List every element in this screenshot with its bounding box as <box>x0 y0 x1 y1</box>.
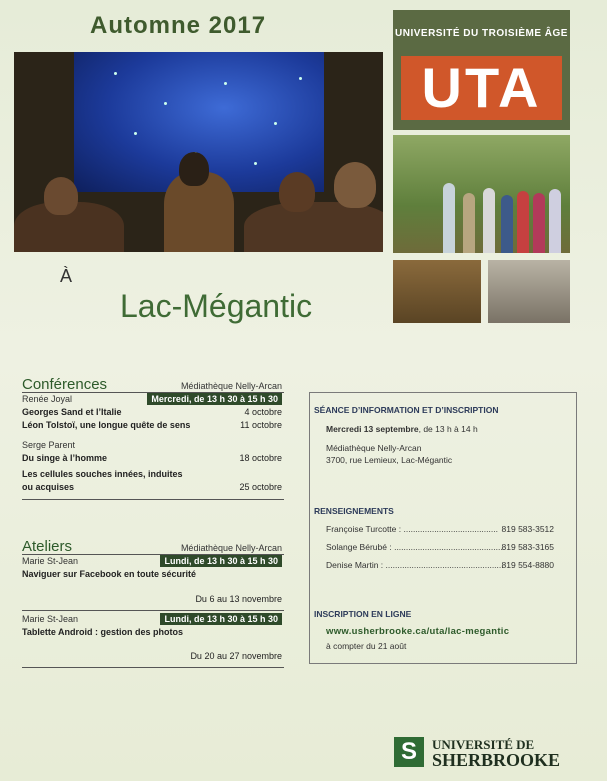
logo-line2: SHERBROOKE <box>432 750 561 770</box>
contact-row: Françoise Turcotte : ........................................ <box>326 524 498 534</box>
contact-phone: 819 554-8880 <box>501 560 554 570</box>
contact-phone: 819 583-3165 <box>501 542 554 552</box>
ateliers-title: Ateliers <box>22 538 73 555</box>
talk-date: 18 octobre <box>239 453 282 463</box>
talk-title: Du singe à l’homme <box>22 453 108 463</box>
talk-date: 4 octobre <box>244 407 282 417</box>
talk-title: Léon Tolstoï, une longue quête de sens <box>22 420 191 430</box>
logo-line1: UNIVERSITÉ DE <box>432 737 535 752</box>
season-title: Automne 2017 <box>90 12 267 39</box>
workshop-dates: Du 20 au 27 novembre <box>190 651 282 661</box>
talk-date: 25 octobre <box>239 482 282 492</box>
ateliers-section <box>22 538 284 668</box>
session-place: Médiathèque Nelly-Arcan <box>326 443 422 453</box>
talk-title-cont: ou acquises <box>22 482 75 492</box>
session-time: , de 13 h à 14 h <box>418 424 478 434</box>
registration-url: www.usherbrooke.ca/uta/lac-megantic <box>326 626 510 637</box>
classroom-photo <box>393 260 481 323</box>
uta-logo-block <box>393 10 570 130</box>
schedule-badge: Mercredi, de 13 h 30 à 15 h 30 <box>147 393 282 405</box>
talk-title: Georges Sand et l’Italie <box>22 407 122 417</box>
contact-row: Solange Bérubé : ............................................... <box>326 542 506 552</box>
renseignements-heading: RENSEIGNEMENTS <box>314 506 394 516</box>
session-datetime <box>326 424 478 434</box>
schedule-badge: Lundi, de 13 h 30 à 15 h 30 <box>160 613 282 625</box>
talk-title: Les cellules souches innées, induites <box>22 469 183 479</box>
speaker-name: Renée Joyal <box>22 394 73 404</box>
talk-date: 11 octobre <box>240 420 282 430</box>
location-prefix: À <box>60 266 73 286</box>
conferences-title: Conférences <box>22 376 108 393</box>
outdoor-group-photo <box>393 135 570 253</box>
workshop-photo <box>488 260 570 323</box>
registration-start: à compter du 21 août <box>326 641 407 651</box>
contact-row: Denise Martin : .................................................. <box>326 560 504 570</box>
workshop-title: Naviguer sur Facebook en toute sécurité <box>22 569 197 579</box>
speaker-name: Marie St-Jean <box>22 614 79 624</box>
session-address: 3700, rue Lemieux, Lac-Mégantic <box>326 455 453 465</box>
online-heading: INSCRIPTION EN LIGNE <box>314 609 412 619</box>
session-date: Mercredi 13 septembre <box>326 424 419 434</box>
sherbrooke-logo <box>394 735 574 771</box>
info-box <box>309 392 577 664</box>
speaker-name: Serge Parent <box>22 440 76 450</box>
workshop-dates: Du 6 au 13 novembre <box>195 594 282 604</box>
uta-wordmark: UTA <box>401 56 562 120</box>
city-title: Lac-Mégantic <box>120 288 313 324</box>
sherbrooke-mark: S <box>394 737 424 767</box>
conferences-venue: Médiathèque Nelly-Arcan <box>180 381 282 391</box>
lecture-photo <box>14 52 383 252</box>
conferences-section <box>22 376 284 500</box>
workshop-title: Tablette Android : gestion des photos <box>22 627 183 637</box>
ateliers-venue: Médiathèque Nelly-Arcan <box>180 543 282 553</box>
schedule-badge: Lundi, de 13 h 30 à 15 h 30 <box>160 555 282 567</box>
university-line: UNIVERSITÉ DU TROISIÈME ÂGE <box>395 28 568 39</box>
speaker-name: Marie St-Jean <box>22 556 79 566</box>
contact-phone: 819 583-3512 <box>501 524 554 534</box>
session-heading: SÉANCE D’INFORMATION ET D’INSCRIPTION <box>314 405 499 415</box>
